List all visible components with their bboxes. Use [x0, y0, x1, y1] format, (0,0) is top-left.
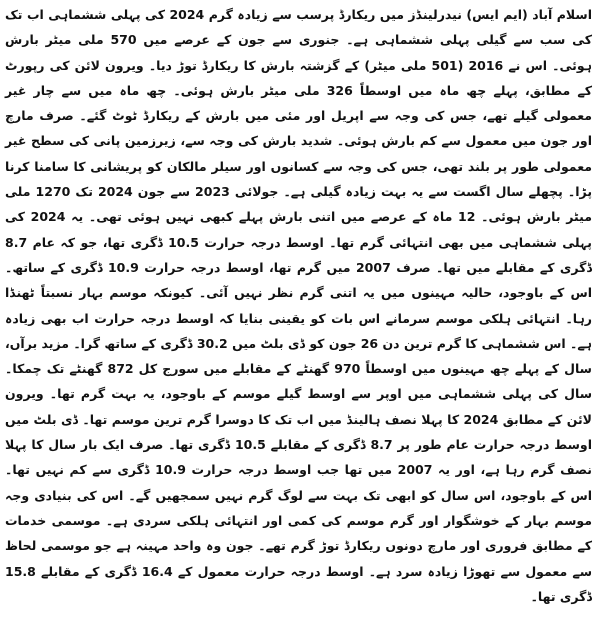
article-body: اسلام آباد (ایم ایس) نیدرلینڈز میں ریکارڈ پرسب سے زیادہ گرم 2024 کی پہلی ششماہی اب تک کی سب سے گیلی پہلی ششماہی ہے۔ جنوری سے جون کے عرصے میں 570 ملی میٹر بارش ہوئی۔ اس نے 2016 (501 ملی میٹر) کے گزشتہ بارش کا ریکارڈ توڑ دیا۔ ویرون لائن کی رپورٹ کے مطابق، پہلے چھ ماہ میں اوسطاً 326 ملی میٹر بارش ہوئی۔ چھ ماہ میں سے چار غیر معمولی گیلے تھے، جس کی وجہ سے اپریل اور مئی میں بارش کے ریکارڈ ٹوٹ گئے۔ صرف مارچ اور جون میں معمول سے کم بارش ہوئی۔ شدید بارش کی وجہ سے، زیرزمین پانی کی سطح غیر معمولی طور پر بلند تھی، جس کی وجہ سے کسانوں اور سیلر مالکان کو پریشانی کا سامنا کرنا پڑا۔ پچھلے سال اگست سے یہ بہت زیادہ گیلی ہے۔ جولائی 2023 سے جون 2024 تک 1270 ملی میٹر بارش ہوئی۔ 12 ماہ کے عرصے میں اتنی بارش پہلے کبھی نہیں ہوئی تھی۔ یہ 2024 کی پہلی ششماہی میں بھی انتہائی گرم تھا۔ اوسط درجہ حرارت 10.5 ڈگری تھا، جو کہ عام 8.7 ڈگری کے مقابلے میں تھا۔ صرف 2007 میں گرم تھا، اوسط درجہ حرارت 10.9 ڈگری کے ساتھ۔ اس کے باوجود، حالیہ مہینوں میں یہ اتنی گرم نظر نہیں آئی۔ کیونکہ موسم بہار نسبتاً ٹھنڈا رہا۔ انتہائی ہلکی موسم سرمانے اس بات کو یقینی بنایا کہ اوسط درجہ حرارت اب بھی زیادہ ہے۔ اس ششماہی کا گرم ترین دن 26 جون کو ڈی بلٹ میں 30.2 ڈگری کے ساتھ گرا۔ مزید برآں، سال کے پہلے چھ مہینوں میں اوسطاً 970 گھنٹے کے مقابلے میں سورج کل 872 گھنٹے تک چمکا۔ سال کی پہلی ششماہی میں اوپر سے اوسط گیلے موسم کے باوجود، یہ بہت گرم تھا۔ ویرون لائن کے مطابق 2024 کا پہلا نصف ہالینڈ میں اب تک کا دوسرا گرم ترین موسم تھا۔ ڈی بلٹ میں اوسط درجہ حرارت عام طور پر 8.7 ڈگری کے مقابلے 10.5 ڈگری تھا۔ صرف ایک بار سال کا پہلا نصف گرم رہا ہے، اور یہ 2007 میں تھا جب اوسط درجہ حرارت 10.9 ڈگری سے کم نہیں تھا۔ اس کے باوجود، اس سال کو ابھی تک بہت سے لوگ گرم نہیں سمجھیں گے۔ اس کی بنیادی وجہ موسم بہار کے خوشگوار اور گرم موسم کی کمی اور انتہائی ہلکی سردی ہے۔ موسمی خدمات کے مطابق فروری اور مارچ دونوں ریکارڈ توڑ گرم تھے۔ جون وہ واحد مہینہ ہے جو موسمی لحاظ سے معمول سے تھوڑا زیادہ سرد ہے۔ اوسط درجہ حرارت معمول کے 16.4 ڈگری کے مقابلے 15.8 ڈگری تھا۔: [5, 7, 593, 604]
